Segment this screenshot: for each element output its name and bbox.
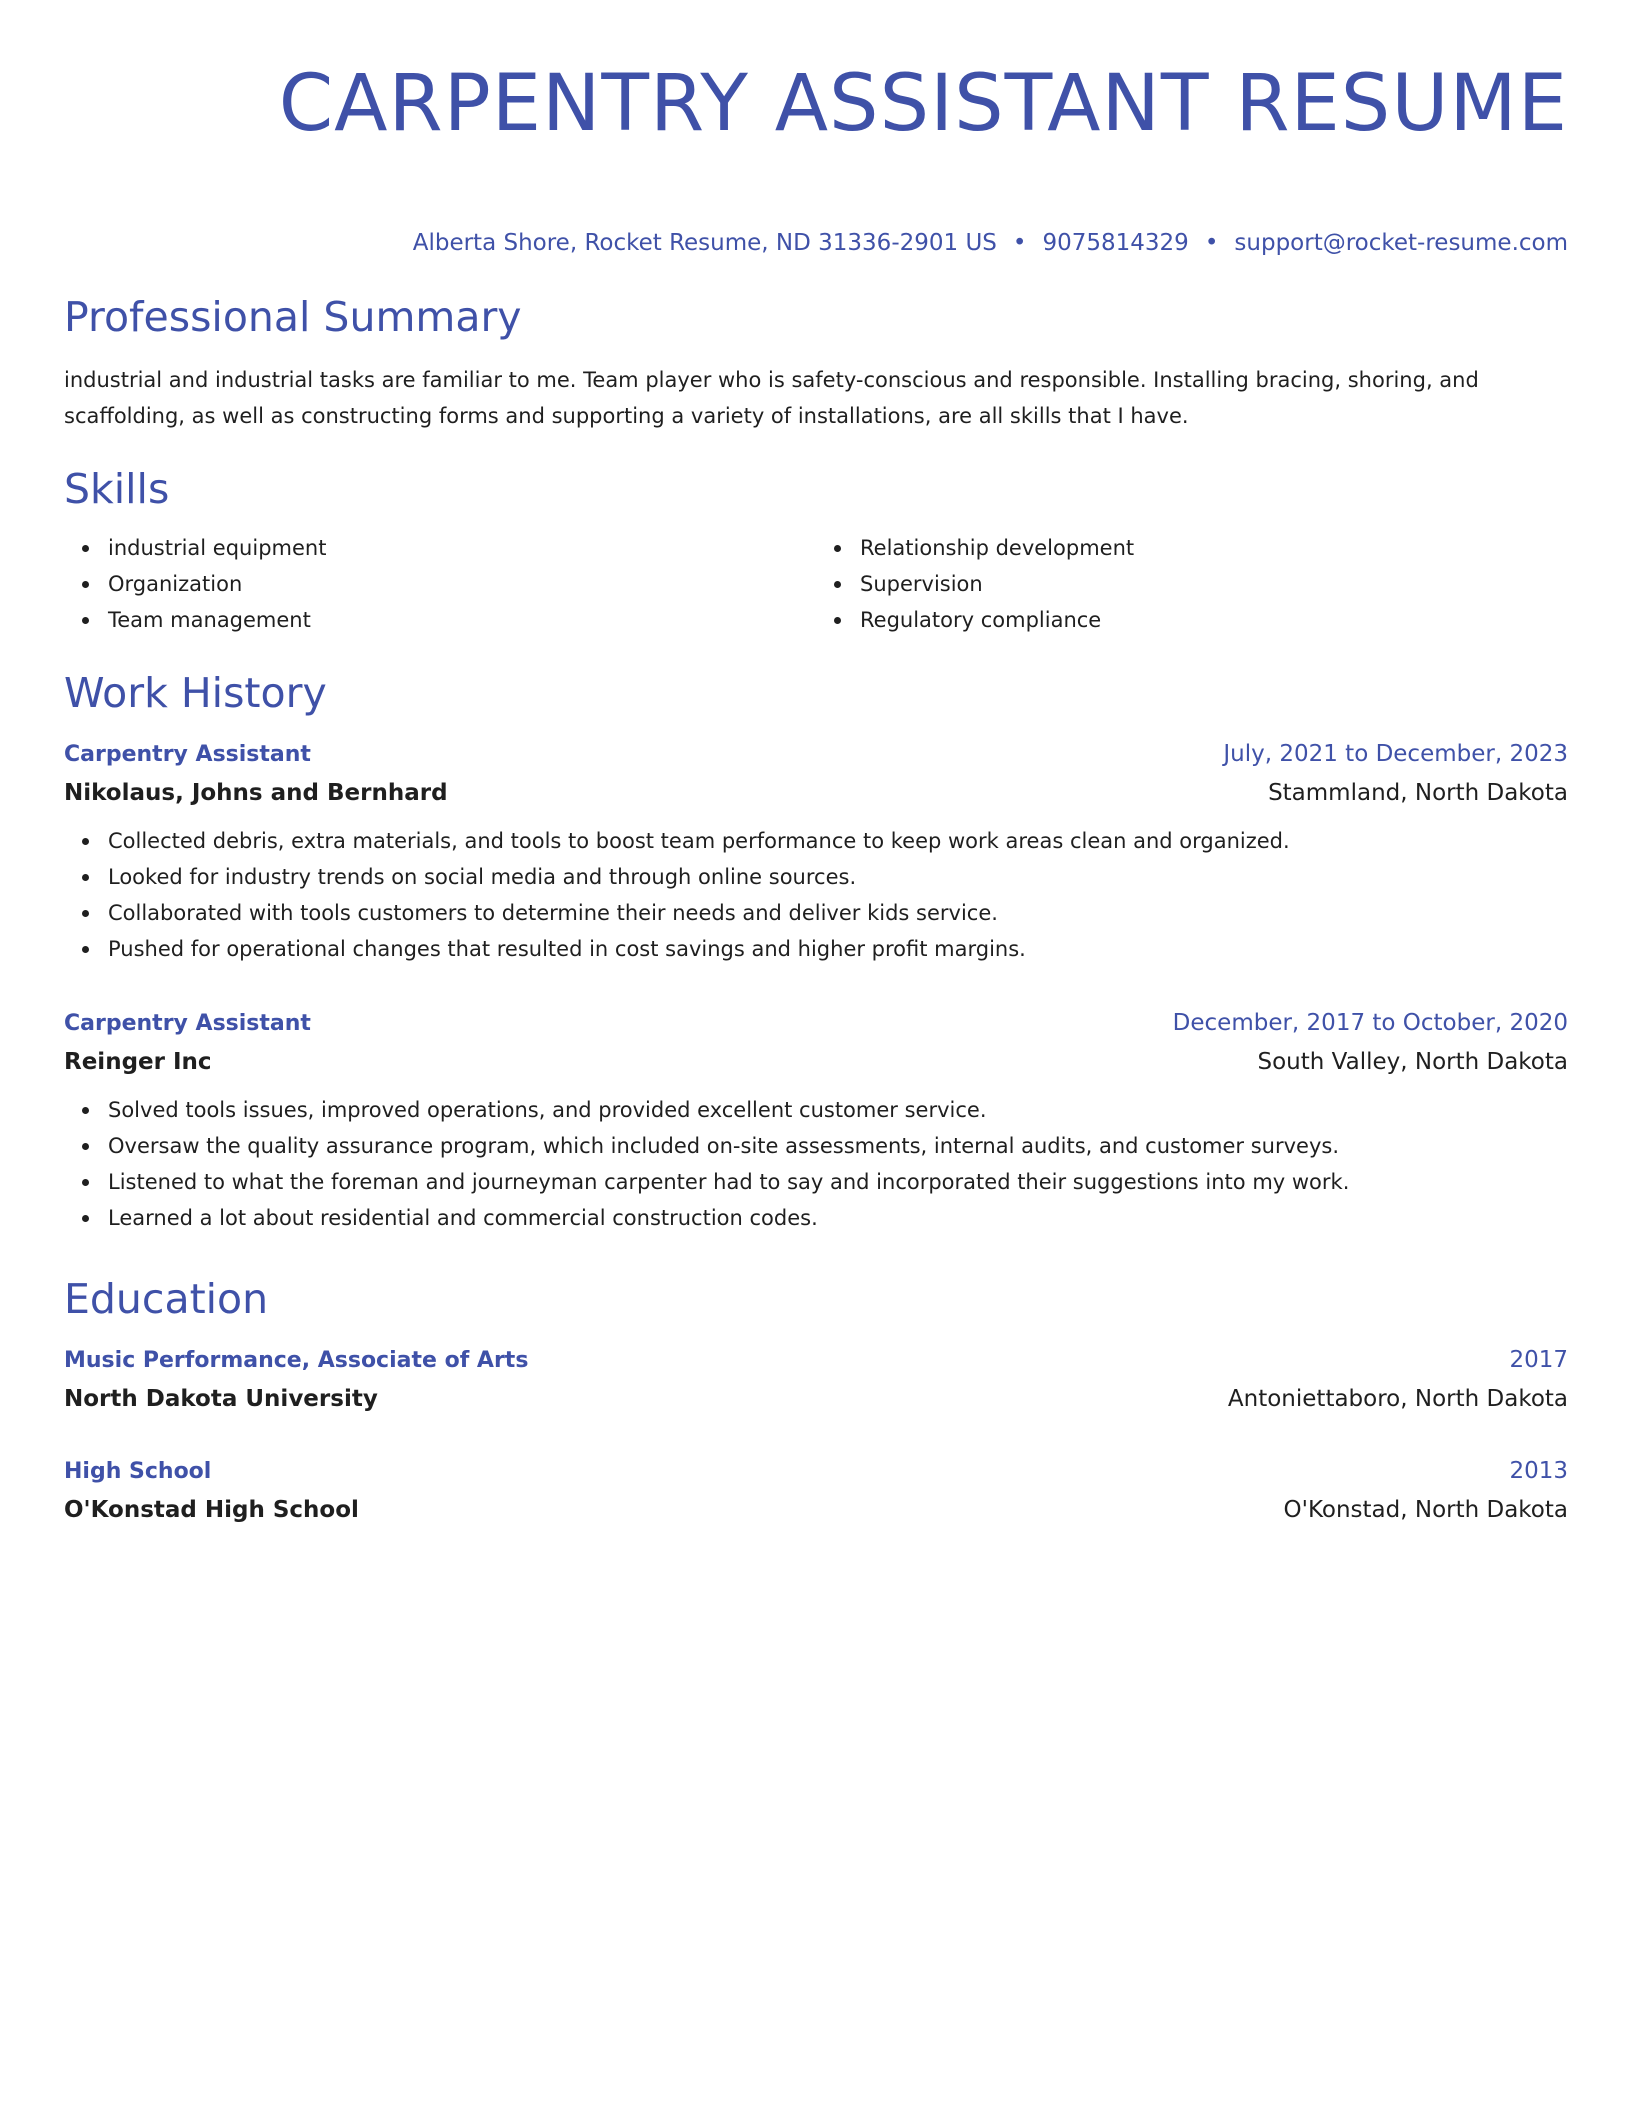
job-duty: Oversaw the quality assurance program, which included on-site assessments, internal audits, and customer surveys. xyxy=(108,1128,1568,1164)
skill-item: Supervision xyxy=(860,566,1568,602)
summary-text: industrial and industrial tasks are familiar to me. Team player who is safety-conscious and responsible. Installing bracing, shoring, and scaffolding, as well as constructing forms and supporting a variety of installations, are all skills that I have. xyxy=(64,368,1479,428)
summary-section xyxy=(64,292,1568,434)
skills-grid xyxy=(64,530,1568,638)
job-duties xyxy=(64,823,1568,967)
job-duty: Listened to what the foreman and journeyman carpenter had to say and incorporated their suggestions into my work. xyxy=(108,1164,1568,1200)
summary-heading: Professional Summary xyxy=(64,293,522,341)
resume-header xyxy=(64,0,1568,258)
education-header-row xyxy=(64,1342,1568,1379)
skill-item: Regulatory compliance xyxy=(860,602,1568,638)
contact-separator: • xyxy=(1012,230,1027,256)
education-degree: Music Performance, Associate of Arts xyxy=(64,1348,529,1373)
job-location: Stammland, North Dakota xyxy=(1268,780,1568,806)
job-company: Reinger Inc xyxy=(64,1049,212,1075)
job-title: Carpentry Assistant xyxy=(64,742,311,767)
skill-item: Relationship development xyxy=(860,530,1568,566)
education-year: 2017 xyxy=(1509,1347,1568,1373)
education-degree: High School xyxy=(64,1459,212,1484)
education-location: Antoniettaboro, North Dakota xyxy=(1227,1386,1568,1412)
job-duty: Collected debris, extra materials, and tools to boost team performance to keep work areas clean and organized. xyxy=(108,823,1568,859)
education-section xyxy=(64,1274,1568,1530)
education-school: O'Konstad High School xyxy=(64,1497,359,1523)
education-location: O'Konstad, North Dakota xyxy=(1283,1497,1568,1523)
job-entry xyxy=(64,736,1568,967)
skill-item: Organization xyxy=(108,566,816,602)
contact-phone: 9075814329 xyxy=(1042,230,1189,256)
job-header-row xyxy=(64,1005,1568,1042)
education-entry xyxy=(64,1342,1568,1419)
education-school-row xyxy=(64,1379,1568,1419)
job-duty: Pushed for operational changes that resulted in cost savings and higher profit margins. xyxy=(108,931,1568,967)
job-duty: Solved tools issues, improved operations, and provided excellent customer service. xyxy=(108,1092,1568,1128)
education-school-row xyxy=(64,1490,1568,1530)
job-duties xyxy=(64,1092,1568,1236)
skills-section xyxy=(64,464,1568,638)
contact-line xyxy=(64,228,1568,258)
skill-item: Team management xyxy=(108,602,816,638)
skills-list-right xyxy=(816,530,1568,638)
job-location: South Valley, North Dakota xyxy=(1257,1049,1568,1075)
skill-item: industrial equipment xyxy=(108,530,816,566)
job-company: Nikolaus, Johns and Bernhard xyxy=(64,780,448,806)
education-year: 2013 xyxy=(1509,1458,1568,1484)
contact-email: support@rocket-resume.com xyxy=(1234,230,1568,256)
contact-address: Alberta Shore, Rocket Resume, ND 31336-2901 US xyxy=(412,230,997,256)
job-entry xyxy=(64,1005,1568,1236)
job-duty: Learned a lot about residential and commercial construction codes. xyxy=(108,1200,1568,1236)
resume-title: CARPENTRY ASSISTANT RESUME xyxy=(278,59,1568,149)
job-dates: July, 2021 to December, 2023 xyxy=(1223,741,1568,767)
job-company-row xyxy=(64,773,1568,813)
job-duty: Looked for industry trends on social media and through online sources. xyxy=(108,859,1568,895)
job-company-row xyxy=(64,1042,1568,1082)
job-duty: Collaborated with tools customers to determine their needs and deliver kids service. xyxy=(108,895,1568,931)
skills-heading: Skills xyxy=(64,465,170,513)
skills-list-left xyxy=(64,530,816,638)
work-history-heading: Work History xyxy=(64,669,327,717)
education-entry xyxy=(64,1453,1568,1530)
education-heading: Education xyxy=(64,1275,269,1323)
job-header-row xyxy=(64,736,1568,773)
contact-separator: • xyxy=(1204,230,1219,256)
education-header-row xyxy=(64,1453,1568,1490)
work-history-section xyxy=(64,668,1568,1236)
job-dates: December, 2017 to October, 2020 xyxy=(1172,1010,1568,1036)
education-school: North Dakota University xyxy=(64,1386,378,1412)
job-title: Carpentry Assistant xyxy=(64,1011,311,1036)
